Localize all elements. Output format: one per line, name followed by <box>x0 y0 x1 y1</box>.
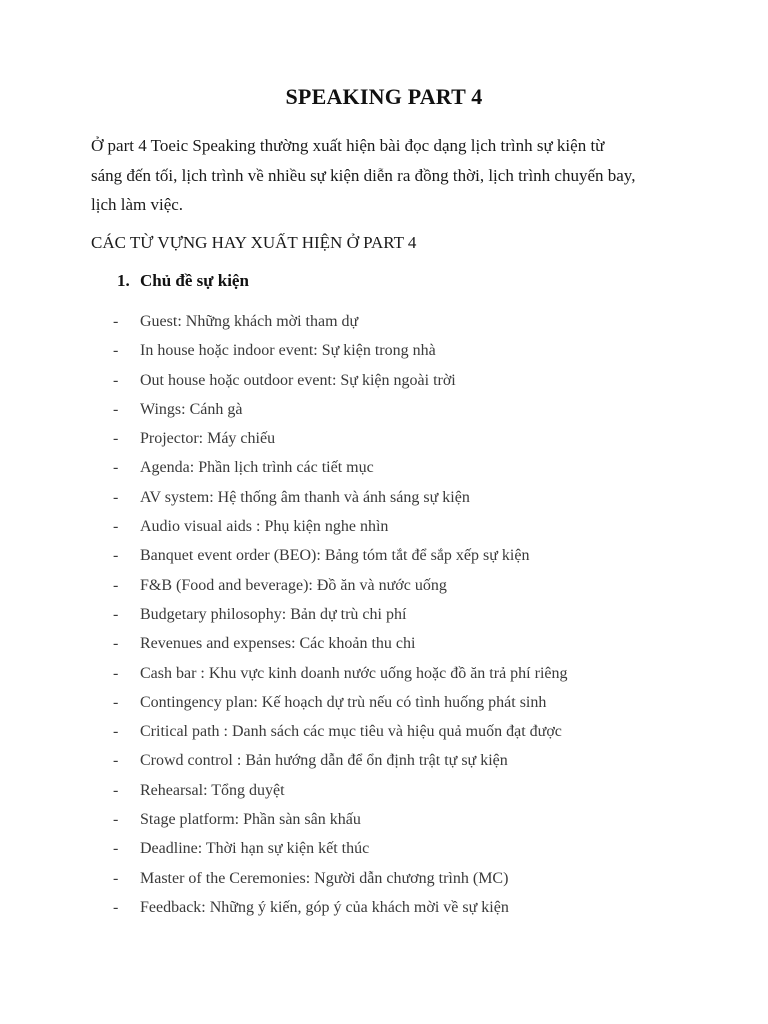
intro-line: Ở part 4 Toeic Speaking thường xuất hiện bài đọc dạng lịch trình sự kiện từ <box>91 136 605 155</box>
vocab-entry: Crowd control : Bản hướng dẫn để ổn định trật tự sự kiện <box>140 752 508 770</box>
list-item <box>113 339 567 368</box>
bullet-dash: - <box>113 635 119 653</box>
list-item <box>113 691 567 720</box>
vocab-entry: Budgetary philosophy: Bản dự trù chi phí <box>140 605 407 623</box>
subheading-number: 1. <box>117 271 130 290</box>
list-item <box>113 574 567 603</box>
bullet-dash: - <box>113 752 119 770</box>
bullet-dash: - <box>113 723 119 741</box>
bullet-dash: - <box>113 693 119 711</box>
vocab-entry: Guest: Những khách mời tham dự <box>140 313 359 330</box>
list-item <box>113 779 567 808</box>
bullet-dash: - <box>113 342 119 360</box>
list-item <box>113 662 567 691</box>
list-item <box>113 427 567 456</box>
bullet-dash: - <box>113 488 119 506</box>
bullet-dash: - <box>113 313 119 330</box>
bullet-dash: - <box>113 371 119 389</box>
vocab-entry: Wings: Cánh gà <box>140 400 243 418</box>
intro-paragraph <box>91 131 691 220</box>
bullet-dash: - <box>113 518 119 536</box>
list-item <box>113 486 567 515</box>
bullet-dash: - <box>113 605 119 623</box>
bullet-dash: - <box>113 781 119 799</box>
vocab-entry: Feedback: Những ý kiến, góp ý của khách mời về sự kiện <box>140 898 509 916</box>
bullet-dash: - <box>113 459 119 477</box>
list-item <box>113 808 567 837</box>
vocab-entry: AV system: Hệ thống âm thanh và ánh sáng sự kiện <box>140 488 470 506</box>
list-item <box>113 369 567 398</box>
vocab-entry: Rehearsal: Tổng duyệt <box>140 781 285 799</box>
vocab-entry: In house hoặc indoor event: Sự kiện trong nhà <box>140 342 436 360</box>
bullet-dash: - <box>113 547 119 565</box>
subheading-label: Chủ đề sự kiện <box>140 271 249 290</box>
section-heading: CÁC TỪ VỰNG HAY XUẤT HIỆN Ở PART 4 <box>91 233 417 252</box>
vocab-entry: Critical path : Danh sách các mục tiêu và hiệu quả muốn đạt được <box>140 723 562 741</box>
vocab-entry: Stage platform: Phần sàn sân khấu <box>140 811 361 829</box>
list-item <box>113 749 567 778</box>
vocab-entry: Banquet event order (BEO): Bảng tóm tắt để sắp xếp sự kiện <box>140 547 530 565</box>
vocab-entry: Out house hoặc outdoor event: Sự kiện ngoài trời <box>140 371 456 389</box>
vocab-list <box>113 310 567 925</box>
bullet-dash: - <box>113 811 119 829</box>
list-item <box>113 603 567 632</box>
vocab-entry: Deadline: Thời hạn sự kiện kết thúc <box>140 840 370 858</box>
list-item <box>113 720 567 749</box>
vocab-entry: Contingency plan: Kế hoạch dự trù nếu có tình huống phát sinh <box>140 693 547 711</box>
bullet-dash: - <box>113 576 119 594</box>
list-item <box>113 867 567 896</box>
bullet-dash: - <box>113 400 119 418</box>
list-item <box>113 456 567 485</box>
vocab-entry: Revenues and expenses: Các khoản thu chi <box>140 635 416 653</box>
list-item <box>113 398 567 427</box>
list-item <box>113 544 567 573</box>
bullet-dash: - <box>113 430 119 448</box>
intro-line: sáng đến tối, lịch trình về nhiều sự kiện diễn ra đồng thời, lịch trình chuyến bay, <box>91 165 636 185</box>
bullet-dash: - <box>113 840 119 858</box>
list-item <box>113 837 567 866</box>
vocab-entry: Cash bar : Khu vực kinh doanh nước uống hoặc đồ ăn trả phí riêng <box>140 664 568 682</box>
list-item <box>113 310 567 339</box>
vocab-entry: Audio visual aids : Phụ kiện nghe nhìn <box>140 518 389 536</box>
intro-line: lịch làm việc. <box>91 195 184 214</box>
list-item <box>113 632 567 661</box>
vocab-entry: Agenda: Phần lịch trình các tiết mục <box>140 459 374 477</box>
subheading <box>117 271 249 291</box>
list-item <box>113 896 567 925</box>
bullet-dash: - <box>113 869 119 887</box>
bullet-dash: - <box>113 898 119 916</box>
page-title: SPEAKING PART 4 <box>285 84 483 109</box>
vocab-entry: Master of the Ceremonies: Người dẫn chương trình (MC) <box>140 869 509 887</box>
list-item <box>113 515 567 544</box>
vocab-entry: F&B (Food and beverage): Đồ ăn và nước uống <box>140 576 447 594</box>
bullet-dash: - <box>113 664 119 682</box>
vocab-entry: Projector: Máy chiếu <box>140 430 276 448</box>
